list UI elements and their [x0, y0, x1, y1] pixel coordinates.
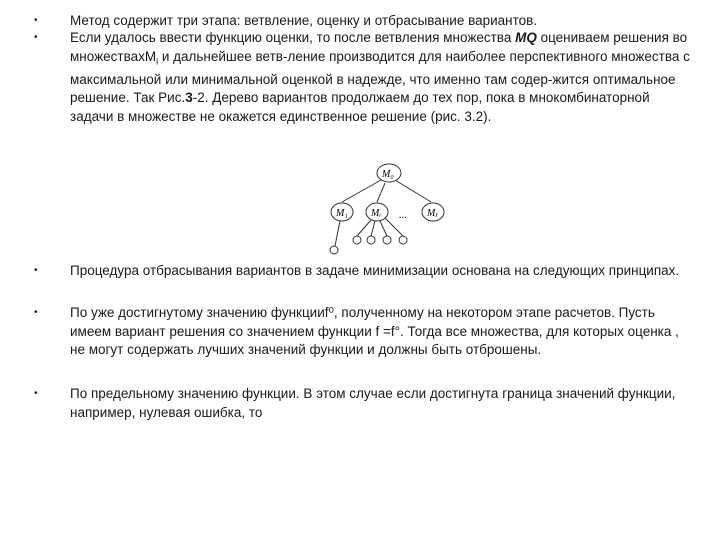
- tree-edge: [377, 183, 385, 202]
- tree-edge: [371, 221, 375, 236]
- child-node-label: Mⱼ: [427, 208, 438, 219]
- leaf-node: [330, 246, 338, 254]
- figure-number: 3: [185, 90, 193, 106]
- bullet-dot: •: [34, 388, 38, 399]
- paragraph-estimation: [70, 29, 690, 126]
- bullet-dot: •: [34, 15, 38, 26]
- tree-ellipsis: ...: [399, 209, 408, 221]
- paragraph-achieved-value: По уже достигнутому значению функцииf⁰, полученному на некотором этапе расчетов. Пусть имеем вариант решения со значением функции f =f°. Тогда все множества, для которых оценка , не могут содержать лучших значений функции и должны быть отброшены.: [70, 305, 679, 357]
- text-part: Если удалось ввести функцию оценки, то после ветвления множества: [70, 30, 516, 45]
- bullet-dot: •: [34, 265, 38, 276]
- tree-edge: [357, 220, 371, 236]
- tree-edge: [335, 221, 340, 246]
- bullet-dot: •: [34, 307, 38, 318]
- leaf-node: [367, 236, 375, 244]
- tree-edge: [395, 180, 431, 202]
- set-symbol: MQ: [515, 30, 537, 45]
- root-node-label: M₀: [382, 169, 394, 180]
- tree-edge: [342, 180, 381, 202]
- variant-tree-diagram: [315, 158, 455, 258]
- tree-edge: [380, 221, 387, 236]
- child-node-label: M₁: [336, 208, 348, 219]
- bullet-dot: •: [34, 32, 38, 43]
- paragraph-limit-value: По предельному значению функции. В этом случае если достигнута граница значений функции, например, нулевая ошибка, то: [70, 386, 676, 420]
- paragraph-pruning: Процедура отбрасывания вариантов в задаче минимизации основана на следующих принципах.: [70, 263, 680, 278]
- paragraph-stages: Метод содержит три этапа: ветвление, оценку и отбрасывание вариантов.: [70, 13, 538, 28]
- leaf-node: [399, 236, 407, 244]
- leaf-node: [383, 236, 391, 244]
- text-part: -2. Дерево вариантов продолжаем до тех пор, пока в мнокомбинаторной задачи в множестве не окажется единственное решение (рис. 3.2).: [70, 90, 650, 124]
- leaf-node: [353, 236, 361, 244]
- child-node-label: Mᵢ: [371, 208, 381, 219]
- text-part: и дальнейшее ветв-ление производится для наиболее перспективного множества с максимальной или минимальной оценкой в надежде, что именно там содер-жится оптимальное решение. Так Рис.: [70, 48, 690, 106]
- text-part: оцениваем решения во множествахM: [70, 30, 688, 64]
- subscript: i: [156, 56, 159, 67]
